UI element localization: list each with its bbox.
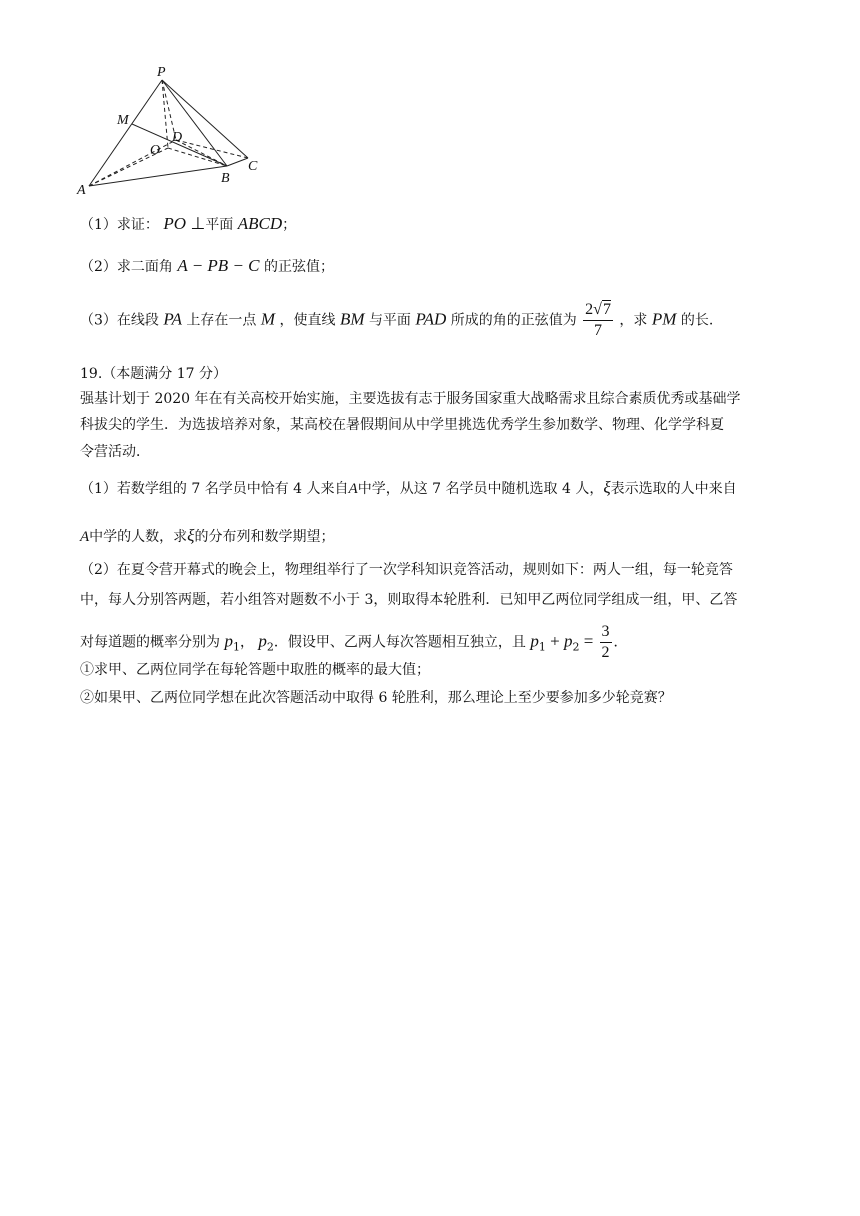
edge-AD <box>89 140 176 186</box>
edge-BC <box>227 158 248 166</box>
sine-fraction: $\frac{2√7}{7}$ <box>585 301 611 339</box>
q18-part3-seg: PA <box>163 309 182 329</box>
q18-part1-end: ； <box>282 217 297 233</box>
q19-part1-line1 <box>80 478 737 499</box>
q19-part1-mid2: 中学的人数，求 <box>89 529 188 545</box>
q18-part2-label: （2）求二面角 <box>80 259 173 275</box>
q18-part3-t5: ，求 <box>619 312 648 329</box>
sine-fraction-radicand: 7 <box>602 301 611 318</box>
equals-sign: = <box>579 631 598 651</box>
edge-DC <box>176 140 248 158</box>
p2-subscript: 2 <box>266 640 274 654</box>
q18-part1-expr2: ABCD <box>237 214 283 233</box>
edge-PA <box>89 80 162 186</box>
q18-part3-t1: 上存在一点 <box>186 312 257 329</box>
sum-fraction-den: 2 <box>601 644 610 661</box>
q19-part2-line2: 中，每人分别答两题，若小组答对题数不小于 3，则取得本轮胜利．已知甲乙两位同学组成一组，甲、乙答 <box>80 592 738 608</box>
p1-subscript: 1 <box>538 640 546 654</box>
q19-sub2: ②如果甲、乙两位同学想在此次答题活动中取得 6 轮胜利，那么理论上至少要参加多少轮竞赛？ <box>80 690 672 706</box>
label-P: P <box>157 65 166 80</box>
q18-part3-label: （3）在线段 <box>80 312 159 329</box>
pyramid-figure <box>72 62 272 200</box>
p1-symbol: p <box>530 631 539 651</box>
sine-fraction-coef: 2 <box>585 301 594 318</box>
school-A-symbol: A <box>80 529 90 545</box>
q19-sub1: ①求甲、乙两位同学在每轮答题中取胜的概率的最大值； <box>80 662 430 678</box>
q19-part2-line3 <box>80 622 628 663</box>
q19-part2-mid: ．假设甲、乙两人每次答题相互独立，且 <box>273 634 526 651</box>
label-A: A <box>77 183 86 198</box>
q19-comma: ， <box>239 634 254 651</box>
edge-PC <box>162 80 248 158</box>
q19-part1-line2 <box>80 526 334 547</box>
q18-part3-t4: 所成的角的正弦值为 <box>450 312 577 329</box>
q19-part1-pre: （1）若数学组的 7 名学员中恰有 4 人来自 <box>80 481 349 497</box>
q19-intro-line1: 强基计划于 2020 年在有关高校开始实施，主要选拔有志于服务国家重大战略需求且综合素质优秀或基础学 <box>80 391 741 407</box>
q19-intro-line2: 科拔尖的学生．为选拔培养对象，某高校在暑假期间从中学里挑选优秀学生参加数学、物理、化学学科夏 <box>80 417 724 433</box>
q19-part1-post2: 的分布列和数学期望； <box>194 529 335 545</box>
q18-part1-plane: 平面 <box>205 217 234 233</box>
q18-part1-expr1: PO <box>163 214 187 233</box>
p1-symbol: p <box>224 631 233 651</box>
q18-part2-expr: A − PB − C <box>177 256 260 275</box>
plus-sign: + <box>545 631 564 651</box>
q18-part2-end: 的正弦值； <box>263 259 334 275</box>
q19-part2-pre: 对每道题的概率分别为 <box>80 634 220 651</box>
label-C: C <box>248 159 258 174</box>
label-D: D <box>172 130 183 145</box>
p1-subscript: 1 <box>232 640 240 654</box>
p2-symbol: p <box>258 631 267 651</box>
q19-heading: 19.（本题满分 17 分） <box>80 366 227 382</box>
q18-part3-pt: M <box>260 309 276 329</box>
sum-fraction <box>600 622 612 663</box>
q18-part3-line: BM <box>339 309 365 329</box>
sum-fraction-num: 3 <box>600 622 612 643</box>
label-O: O <box>150 143 161 158</box>
q18-part3 <box>80 300 713 341</box>
p2-subscript: 2 <box>572 640 580 654</box>
q18-part3-t6: 的长. <box>680 312 714 329</box>
label-B: B <box>221 171 230 186</box>
q18-part1 <box>80 214 296 235</box>
q19-part1-post: 表示选取的人中来自 <box>610 481 737 497</box>
sine-fraction-den: 7 <box>594 322 603 339</box>
q18-part2 <box>80 256 334 277</box>
q19-intro-line3: 令营活动． <box>80 444 150 460</box>
q18-part3-t2: ，使直线 <box>279 312 336 329</box>
q19-part2-end: ． <box>613 634 628 651</box>
p2-symbol: p <box>563 631 573 651</box>
xi-symbol: ξ <box>603 478 611 497</box>
label-M: M <box>117 113 129 128</box>
q19-part2-line1: （2）在夏令营开幕式的晚会上，物理组举行了一次学科知识竞答活动，规则如下：两人一组，每一轮竞答 <box>80 562 733 578</box>
q18-part3-plane: PAD <box>415 309 447 329</box>
q18-part3-t3: 与平面 <box>368 312 411 329</box>
xi-symbol: ξ <box>187 526 195 545</box>
perp-symbol: ⊥ <box>190 214 206 233</box>
school-A-symbol: A <box>348 481 358 497</box>
q18-part1-label: （1）求证： <box>80 217 159 233</box>
q19-part1-mid: 中学，从这 7 名学员中随机选取 4 人， <box>357 481 604 497</box>
q18-part3-seg2: PM <box>651 309 677 329</box>
